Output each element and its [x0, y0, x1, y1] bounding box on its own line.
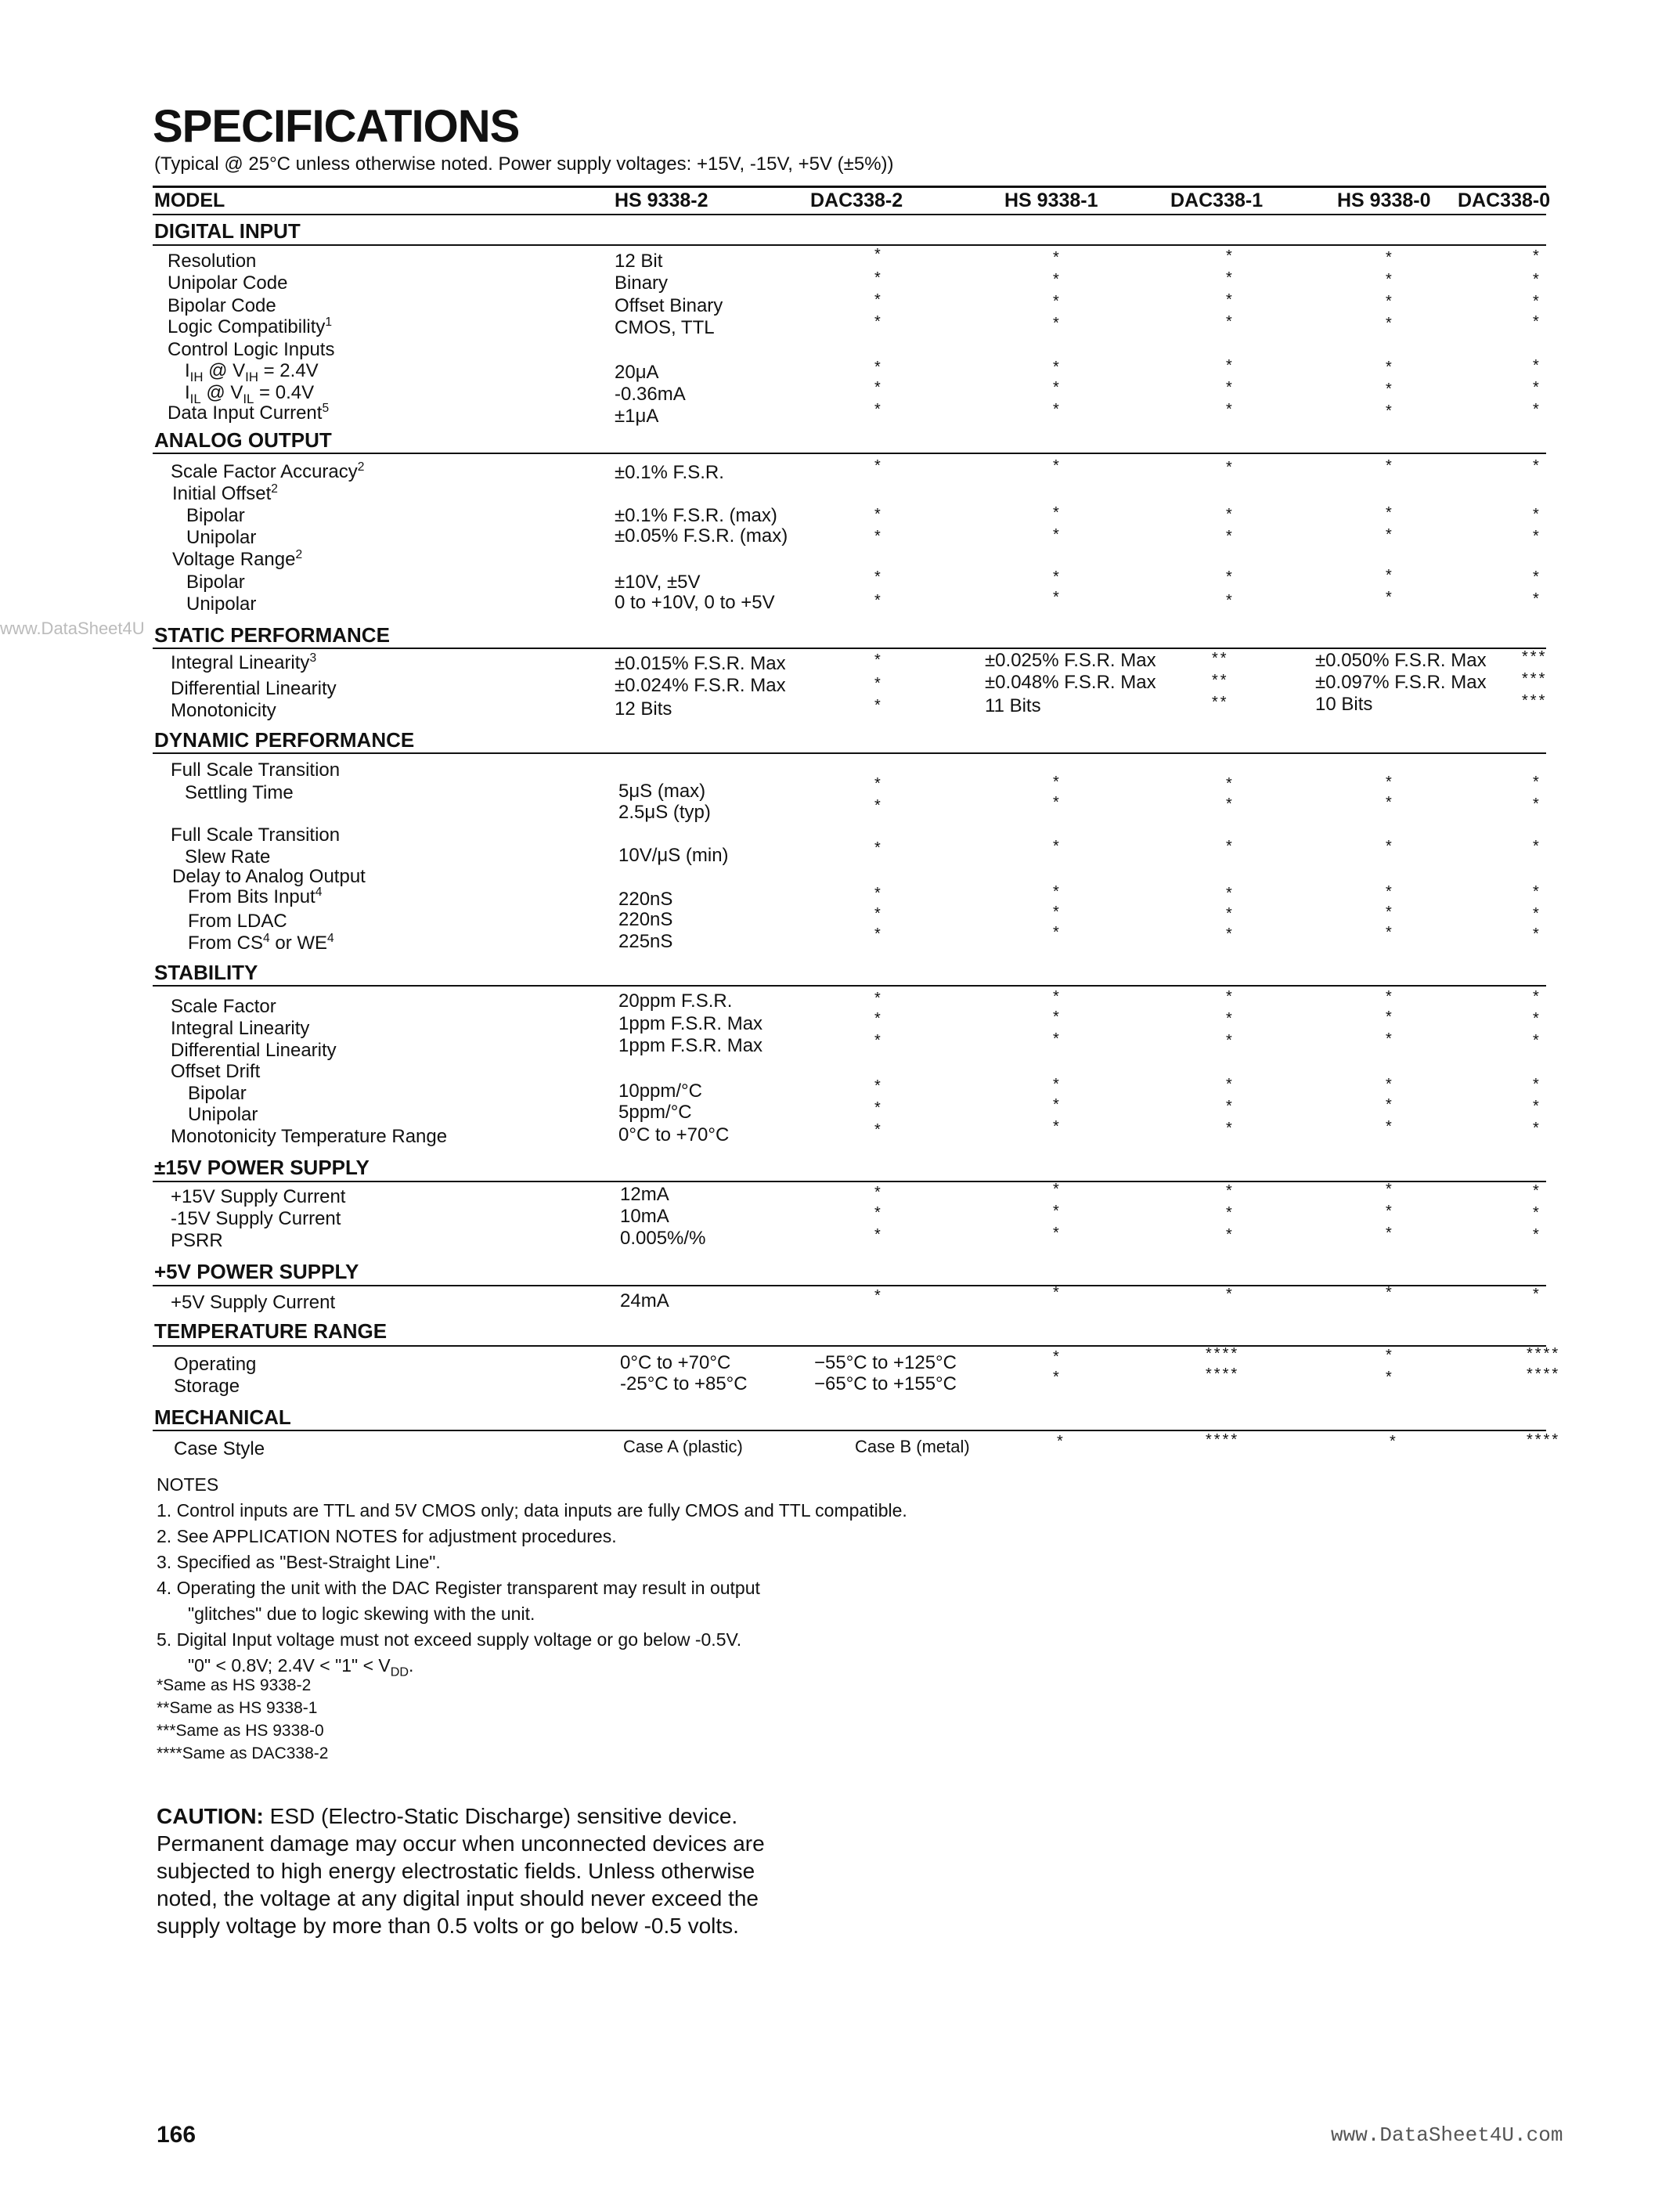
same-as-mark: *	[1533, 795, 1541, 813]
section-mechanical: MECHANICAL	[154, 1405, 291, 1429]
row-value: Case A (plastic)	[623, 1437, 743, 1456]
row-label: From LDAC	[188, 911, 287, 932]
same-as-mark: *	[1533, 1098, 1541, 1115]
same-as-mark: *	[874, 401, 883, 418]
same-as-mark: *	[1226, 1098, 1235, 1115]
same-as-mark: *	[1053, 379, 1062, 396]
same-as-mark: *	[1386, 838, 1394, 855]
row-value: 20μA	[615, 362, 659, 383]
same-as-mark: *	[1533, 1182, 1541, 1200]
same-as-mark: *	[1053, 1096, 1062, 1113]
same-as-mark: *	[1533, 568, 1541, 586]
row-value: Binary	[615, 272, 669, 294]
row-value: ±10V, ±5V	[615, 572, 701, 593]
row-label: Voltage Range$^2$	[172, 548, 303, 570]
same-as-mark: *	[1226, 592, 1235, 609]
header-col-3: HS 9338-1	[1004, 189, 1098, 211]
row-value: 0 to +10V, 0 to +5V	[615, 592, 775, 613]
row-label: Initial Offset$^2$	[172, 482, 278, 504]
same-as-mark: *	[1533, 247, 1541, 265]
same-as-mark: *	[1386, 883, 1394, 900]
same-as-mark: *	[1533, 988, 1541, 1005]
same-as-mark: *	[1053, 794, 1062, 811]
same-as-mark: *	[1390, 1433, 1398, 1450]
same-as-mark: *	[1226, 925, 1235, 943]
row-value: 0°C to +70°C	[620, 1352, 731, 1373]
section-rule	[153, 648, 1546, 649]
same-as-mark: *	[1053, 457, 1062, 474]
same-as-mark: *	[1386, 794, 1394, 811]
row-label: $I_{IL}$ @ $V_{IL} = 0.4V$	[185, 382, 315, 406]
row-value: 20ppm F.S.R.	[618, 990, 733, 1012]
same-as-mark: *	[1053, 589, 1062, 606]
same-as-mark: *	[1533, 357, 1541, 374]
same-as-mark: *	[1533, 271, 1541, 288]
notes	[157, 1472, 907, 1686]
section-temperature-range: TEMPERATURE RANGE	[154, 1319, 388, 1343]
row-value: 12 Bit	[615, 251, 663, 272]
row-label: Integral Linearity	[171, 1018, 310, 1039]
row-label: Data Input Current$^5$	[168, 402, 330, 424]
row-value: 24mA	[620, 1290, 669, 1311]
same-as-mark: *	[1386, 1076, 1394, 1093]
same-as-mark: *	[1386, 904, 1394, 921]
same-as-mark: *	[874, 1204, 883, 1221]
same-as-mark: *	[1226, 1120, 1235, 1137]
same-as-mark: ***	[1522, 692, 1548, 709]
same-as-mark: *	[1053, 1181, 1062, 1198]
same-as-mark: *	[874, 528, 883, 545]
same-as-mark: *	[874, 651, 883, 669]
row-label: Settling Time	[185, 782, 294, 803]
same-as-mark: *	[1053, 988, 1062, 1005]
same-as-mark: ***	[1522, 648, 1548, 666]
same-as-mark: *	[1386, 271, 1394, 288]
same-as-mark: *	[874, 1032, 883, 1049]
same-as-mark: *	[1533, 883, 1541, 900]
same-as-mark: *	[1053, 904, 1062, 921]
same-as-mark: *	[1226, 838, 1235, 855]
header-bottom-rule	[153, 214, 1546, 215]
same-as-mark: ****	[1206, 1345, 1240, 1362]
note-3: 3. Specified as "Best-Straight Line".	[157, 1552, 441, 1572]
same-as-mark: *	[1053, 883, 1062, 900]
header-col-2: DAC338-2	[810, 189, 903, 211]
row-value: 1ppm F.S.R. Max	[618, 1035, 763, 1056]
same-as-mark: *	[1533, 313, 1541, 330]
same-as-mark: *	[1053, 1348, 1062, 1365]
same-as-mark: *	[1226, 506, 1235, 523]
same-as-mark: *	[1053, 924, 1062, 941]
note-4: 4. Operating the unit with the DAC Register transparent may result in output	[157, 1578, 760, 1598]
same-as-mark: ****	[1206, 1431, 1240, 1448]
section-rule	[153, 1430, 1546, 1431]
row-value: 225nS	[618, 931, 673, 952]
section-rule	[153, 453, 1546, 454]
row-label: From Bits Input$^4$	[188, 886, 323, 907]
same-as-mark: *	[1386, 567, 1394, 584]
same-as-mark: *	[1533, 528, 1541, 545]
row-label: Logic Compatibility$^1$	[168, 316, 333, 337]
same-as-mark: *	[874, 1099, 883, 1117]
same-as-mark: *	[874, 568, 883, 586]
header-col-1: HS 9338-2	[615, 189, 708, 211]
row-value: CMOS, TTL	[615, 317, 715, 338]
same-as-mark: *	[874, 1077, 883, 1095]
same-as-mark: *	[1226, 1182, 1235, 1200]
same-as-mark: *	[1533, 379, 1541, 396]
row-value: −55°C to +125°C	[814, 1352, 957, 1373]
same-as-mark: *	[1226, 1226, 1235, 1243]
same-as-mark: *	[1386, 293, 1394, 310]
same-as-mark: *	[1533, 1076, 1541, 1093]
footnote: ****Same as DAC338-2	[157, 1744, 329, 1762]
same-as-mark: *	[1053, 1225, 1062, 1242]
subtitle: (Typical @ 25°C unless otherwise noted. Power supply voltages: +15V, -15V, +5V (±5%))	[154, 153, 894, 175]
row-label: Control Logic Inputs	[168, 339, 335, 360]
row-label: Unipolar	[186, 527, 257, 548]
row-value: 10ppm/°C	[618, 1080, 702, 1102]
same-as-mark: *	[1053, 504, 1062, 521]
row-value: 10V/μS (min)	[618, 845, 729, 866]
row-label: +15V Supply Current	[171, 1186, 346, 1207]
section-rule	[153, 752, 1546, 754]
row-value: 12mA	[620, 1184, 669, 1205]
row-value: 10 Bits	[1315, 694, 1373, 715]
row-value: 0.005%/%	[620, 1228, 706, 1249]
row-label: From $CS^4$ or $WE^4$	[188, 932, 334, 954]
same-as-mark: *	[1053, 1369, 1062, 1386]
row-value: ±1μA	[615, 406, 659, 427]
same-as-mark: *	[1386, 1347, 1394, 1364]
row-label: Full Scale Transition	[171, 824, 341, 846]
section-rule	[153, 244, 1546, 246]
same-as-mark: *	[1226, 1204, 1235, 1221]
same-as-mark: *	[1386, 924, 1394, 941]
same-as-mark: *	[1053, 1008, 1062, 1026]
row-value: 0°C to +70°C	[618, 1124, 730, 1145]
row-label: Full Scale Transition	[171, 759, 341, 781]
same-as-mark: *	[1386, 504, 1394, 521]
same-as-mark: *	[1053, 359, 1062, 376]
same-as-mark: *	[1226, 528, 1235, 545]
same-as-mark: *	[1533, 506, 1541, 523]
same-as-mark: **	[1212, 694, 1229, 711]
row-value: 220nS	[618, 889, 673, 910]
same-as-mark: *	[1226, 568, 1235, 586]
same-as-mark: *	[1386, 1030, 1394, 1048]
row-label: Resolution	[168, 251, 257, 272]
same-as-mark: *	[1053, 293, 1062, 310]
same-as-mark: *	[1226, 247, 1235, 265]
same-as-mark: *	[1386, 381, 1394, 398]
same-as-mark: **	[1212, 650, 1229, 667]
same-as-mark: *	[874, 675, 883, 692]
same-as-mark: *	[1533, 1286, 1541, 1303]
row-label: Unipolar Code	[168, 272, 288, 294]
same-as-mark: *	[1053, 1118, 1062, 1135]
row-value: 5μS (max)	[618, 781, 706, 802]
same-as-mark: *	[1533, 1226, 1541, 1243]
row-value: 10mA	[620, 1206, 669, 1227]
note-4-cont: "glitches" due to logic skewing with the unit.	[188, 1604, 535, 1624]
same-as-mark: *	[1533, 905, 1541, 922]
row-label: Case Style	[174, 1438, 265, 1459]
same-as-mark: *	[1053, 1076, 1062, 1093]
same-as-mark: *	[1533, 293, 1541, 310]
row-value: ±0.025% F.S.R. Max	[985, 650, 1156, 671]
section-rule	[153, 985, 1546, 987]
row-label: Integral Linearity$^3$	[171, 651, 317, 673]
row-label: Differential Linearity	[171, 678, 337, 699]
same-as-mark: *	[1386, 589, 1394, 606]
row-value: ±0.024% F.S.R. Max	[615, 675, 786, 696]
same-as-mark: *	[1386, 526, 1394, 543]
same-as-mark: *	[1533, 1120, 1541, 1137]
same-as-mark: *	[874, 797, 883, 814]
footnote: **Same as HS 9338-1	[157, 1699, 318, 1717]
same-as-mark: *	[1386, 1118, 1394, 1135]
section-rule	[153, 1345, 1546, 1347]
same-as-mark: *	[1226, 313, 1235, 330]
same-as-mark: *	[874, 246, 883, 263]
header-model: MODEL	[154, 189, 225, 211]
section-stability: STABILITY	[154, 961, 258, 984]
same-as-mark: *	[1226, 795, 1235, 813]
row-value: ±0.050% F.S.R. Max	[1315, 650, 1487, 671]
same-as-mark: *	[1386, 1284, 1394, 1301]
note-1: 1. Control inputs are TTL and 5V CMOS only; data inputs are fully CMOS and TTL compatible.	[157, 1500, 907, 1521]
same-as-mark: *	[1226, 988, 1235, 1005]
row-value: 220nS	[618, 909, 673, 930]
same-as-mark: *	[874, 925, 883, 943]
row-value: ±0.1% F.S.R. (max)	[615, 505, 777, 526]
same-as-mark: *	[874, 291, 883, 308]
same-as-mark: *	[1053, 1284, 1062, 1301]
same-as-mark: *	[874, 1226, 883, 1243]
same-as-mark: *	[1386, 457, 1394, 474]
caution-text: CAUTION: ESD (Electro-Static Discharge) sensitive device. Permanent damage may occur when unconnected devices are subjected to high energy electrostatic fields. Unless otherwise noted, the voltage at any digital input should never exceed the supply voltage by more than 0.5 volts or go below -0.5 volts.	[157, 1804, 765, 1938]
same-as-mark: *	[1386, 1369, 1394, 1386]
same-as-mark: *	[1533, 925, 1541, 943]
same-as-mark: *	[874, 697, 883, 714]
same-as-mark: *	[1053, 249, 1062, 266]
same-as-mark: *	[1053, 526, 1062, 543]
footnote: ***Same as HS 9338-0	[157, 1722, 324, 1740]
row-value: 2.5μS (typ)	[618, 802, 711, 823]
row-label: $I_{IH}$ @ $V_{IH} = 2.4V$	[185, 360, 319, 384]
row-value: 1ppm F.S.R. Max	[618, 1013, 763, 1034]
same-as-mark: **	[1212, 672, 1229, 689]
row-label: Bipolar	[186, 505, 245, 526]
row-value: ±0.048% F.S.R. Max	[985, 672, 1156, 693]
same-as-mark: *	[1053, 1203, 1062, 1220]
same-as-mark: *	[1053, 271, 1062, 288]
row-label: Bipolar	[186, 572, 245, 593]
section-15v-power: ±15V POWER SUPPLY	[154, 1156, 370, 1179]
same-as-mark: *	[874, 1010, 883, 1027]
section-dynamic-performance: DYNAMIC PERFORMANCE	[154, 728, 415, 752]
same-as-mark: *	[1226, 885, 1235, 902]
watermark: www.DataSheet4U.com	[1331, 2123, 1563, 2147]
same-as-mark: *	[874, 313, 883, 330]
row-value: Offset Binary	[615, 295, 723, 316]
same-as-mark: *	[1386, 1008, 1394, 1026]
same-as-mark: *	[1386, 1203, 1394, 1220]
same-as-mark: ****	[1527, 1365, 1561, 1383]
row-label: Delay to Analog Output	[172, 866, 366, 887]
same-as-mark: *	[1386, 359, 1394, 376]
same-as-mark: ***	[1522, 670, 1548, 687]
footnotes	[157, 1674, 328, 1765]
page-number: 166	[157, 2122, 196, 2148]
same-as-mark: *	[874, 905, 883, 922]
same-as-mark: *	[874, 269, 883, 287]
same-as-mark: *	[1386, 249, 1394, 266]
same-as-mark: *	[874, 839, 883, 857]
row-label: Storage	[174, 1376, 240, 1397]
row-label: Differential Linearity	[171, 1040, 337, 1061]
header-top-rule	[153, 186, 1546, 188]
section-analog-output: ANALOG OUTPUT	[154, 428, 332, 452]
same-as-mark: *	[1533, 1010, 1541, 1027]
same-as-mark: *	[1533, 457, 1541, 474]
row-label: Bipolar Code	[168, 295, 276, 316]
row-label: +5V Supply Current	[171, 1292, 336, 1313]
row-label: -15V Supply Current	[171, 1208, 341, 1229]
same-as-mark: *	[1386, 315, 1394, 332]
same-as-mark: *	[874, 885, 883, 902]
same-as-mark: *	[1386, 774, 1394, 791]
same-as-mark: *	[1533, 1032, 1541, 1049]
same-as-mark: *	[1226, 1286, 1235, 1303]
header-col-5: HS 9338-0	[1337, 189, 1431, 211]
same-as-mark: ****	[1206, 1365, 1240, 1383]
section-digital-input: DIGITAL INPUT	[154, 219, 301, 243]
same-as-mark: *	[1386, 1096, 1394, 1113]
row-value: ±0.015% F.S.R. Max	[615, 653, 786, 674]
row-label: Unipolar	[186, 593, 257, 615]
row-value: 12 Bits	[615, 698, 672, 720]
same-as-mark: ****	[1527, 1345, 1561, 1362]
row-value: ±0.1% F.S.R.	[615, 462, 724, 483]
row-label: Bipolar	[188, 1083, 247, 1104]
row-value: 11 Bits	[985, 695, 1041, 716]
note-2: 2. See APPLICATION NOTES for adjustment procedures.	[157, 1526, 617, 1546]
row-label: Operating	[174, 1354, 257, 1375]
row-label: Scale Factor	[171, 996, 276, 1017]
row-value: ±0.05% F.S.R. (max)	[615, 525, 788, 547]
row-label: PSRR	[171, 1230, 223, 1251]
row-value: -0.36mA	[615, 384, 686, 405]
same-as-mark: *	[1226, 1076, 1235, 1093]
same-as-mark: *	[1533, 590, 1541, 608]
section-static-performance: STATIC PERFORMANCE	[154, 623, 390, 647]
same-as-mark: *	[1053, 568, 1062, 586]
header-col-6: DAC338-0	[1458, 189, 1551, 211]
row-label: Offset Drift	[171, 1061, 261, 1082]
same-as-mark: *	[874, 1184, 883, 1201]
note-5: 5. Digital Input voltage must not exceed supply voltage or go below -0.5V.	[157, 1629, 742, 1650]
row-label: Monotonicity Temperature Range	[171, 1126, 448, 1147]
row-label: Monotonicity	[171, 700, 276, 721]
same-as-mark: *	[1386, 1181, 1394, 1198]
same-as-mark: *	[1386, 402, 1394, 420]
same-as-mark: ****	[1527, 1431, 1561, 1448]
same-as-mark: *	[1226, 459, 1235, 476]
note-5-cont: "0" < 0.8V; 2.4V < "1" < $V_{DD}$.	[188, 1655, 414, 1679]
same-as-mark: *	[1226, 905, 1235, 922]
notes-heading: NOTES	[157, 1474, 219, 1495]
same-as-mark: *	[1226, 1032, 1235, 1049]
same-as-mark: *	[1226, 401, 1235, 418]
same-as-mark: *	[1053, 838, 1062, 855]
same-as-mark: *	[874, 506, 883, 523]
row-label: Scale Factor Accuracy$^2$	[171, 460, 365, 482]
row-label: Unipolar	[188, 1104, 258, 1125]
section-5v-power: +5V POWER SUPPLY	[154, 1260, 359, 1283]
row-value: ±0.097% F.S.R. Max	[1315, 672, 1487, 693]
row-label: Slew Rate	[185, 846, 271, 868]
same-as-mark: *	[1226, 1010, 1235, 1027]
same-as-mark: *	[874, 457, 883, 474]
watermark-left: www.DataSheet4U	[0, 619, 145, 638]
header-col-4: DAC338-1	[1170, 189, 1264, 211]
same-as-mark: *	[1226, 379, 1235, 396]
same-as-mark: *	[1226, 269, 1235, 287]
same-as-mark: *	[874, 379, 883, 396]
footnote: *Same as HS 9338-2	[157, 1676, 312, 1694]
same-as-mark: *	[1053, 774, 1062, 791]
same-as-mark: *	[874, 592, 883, 609]
row-value: 5ppm/°C	[618, 1102, 692, 1123]
same-as-mark: *	[874, 1121, 883, 1138]
row-value: Case B (metal)	[855, 1437, 970, 1456]
same-as-mark: *	[1053, 401, 1062, 418]
same-as-mark: *	[1533, 1204, 1541, 1221]
caution-label: CAUTION:	[157, 1804, 264, 1828]
same-as-mark: *	[1053, 315, 1062, 332]
same-as-mark: *	[1226, 775, 1235, 792]
row-value: -25°C to +85°C	[620, 1373, 748, 1394]
section-rule	[153, 1285, 1546, 1286]
same-as-mark: *	[1226, 291, 1235, 308]
same-as-mark: *	[1533, 401, 1541, 418]
same-as-mark: *	[1533, 838, 1541, 855]
same-as-mark: *	[874, 990, 883, 1007]
same-as-mark: *	[874, 1287, 883, 1304]
same-as-mark: *	[1226, 357, 1235, 374]
section-rule	[153, 1181, 1546, 1182]
same-as-mark: *	[1386, 1225, 1394, 1242]
same-as-mark: *	[1533, 774, 1541, 791]
same-as-mark: *	[874, 775, 883, 792]
row-value: −65°C to +155°C	[814, 1373, 957, 1394]
same-as-mark: *	[874, 359, 883, 376]
same-as-mark: *	[1386, 988, 1394, 1005]
same-as-mark: *	[1053, 1030, 1062, 1048]
page-title: SPECIFICATIONS	[153, 101, 520, 152]
same-as-mark: *	[1057, 1433, 1065, 1450]
